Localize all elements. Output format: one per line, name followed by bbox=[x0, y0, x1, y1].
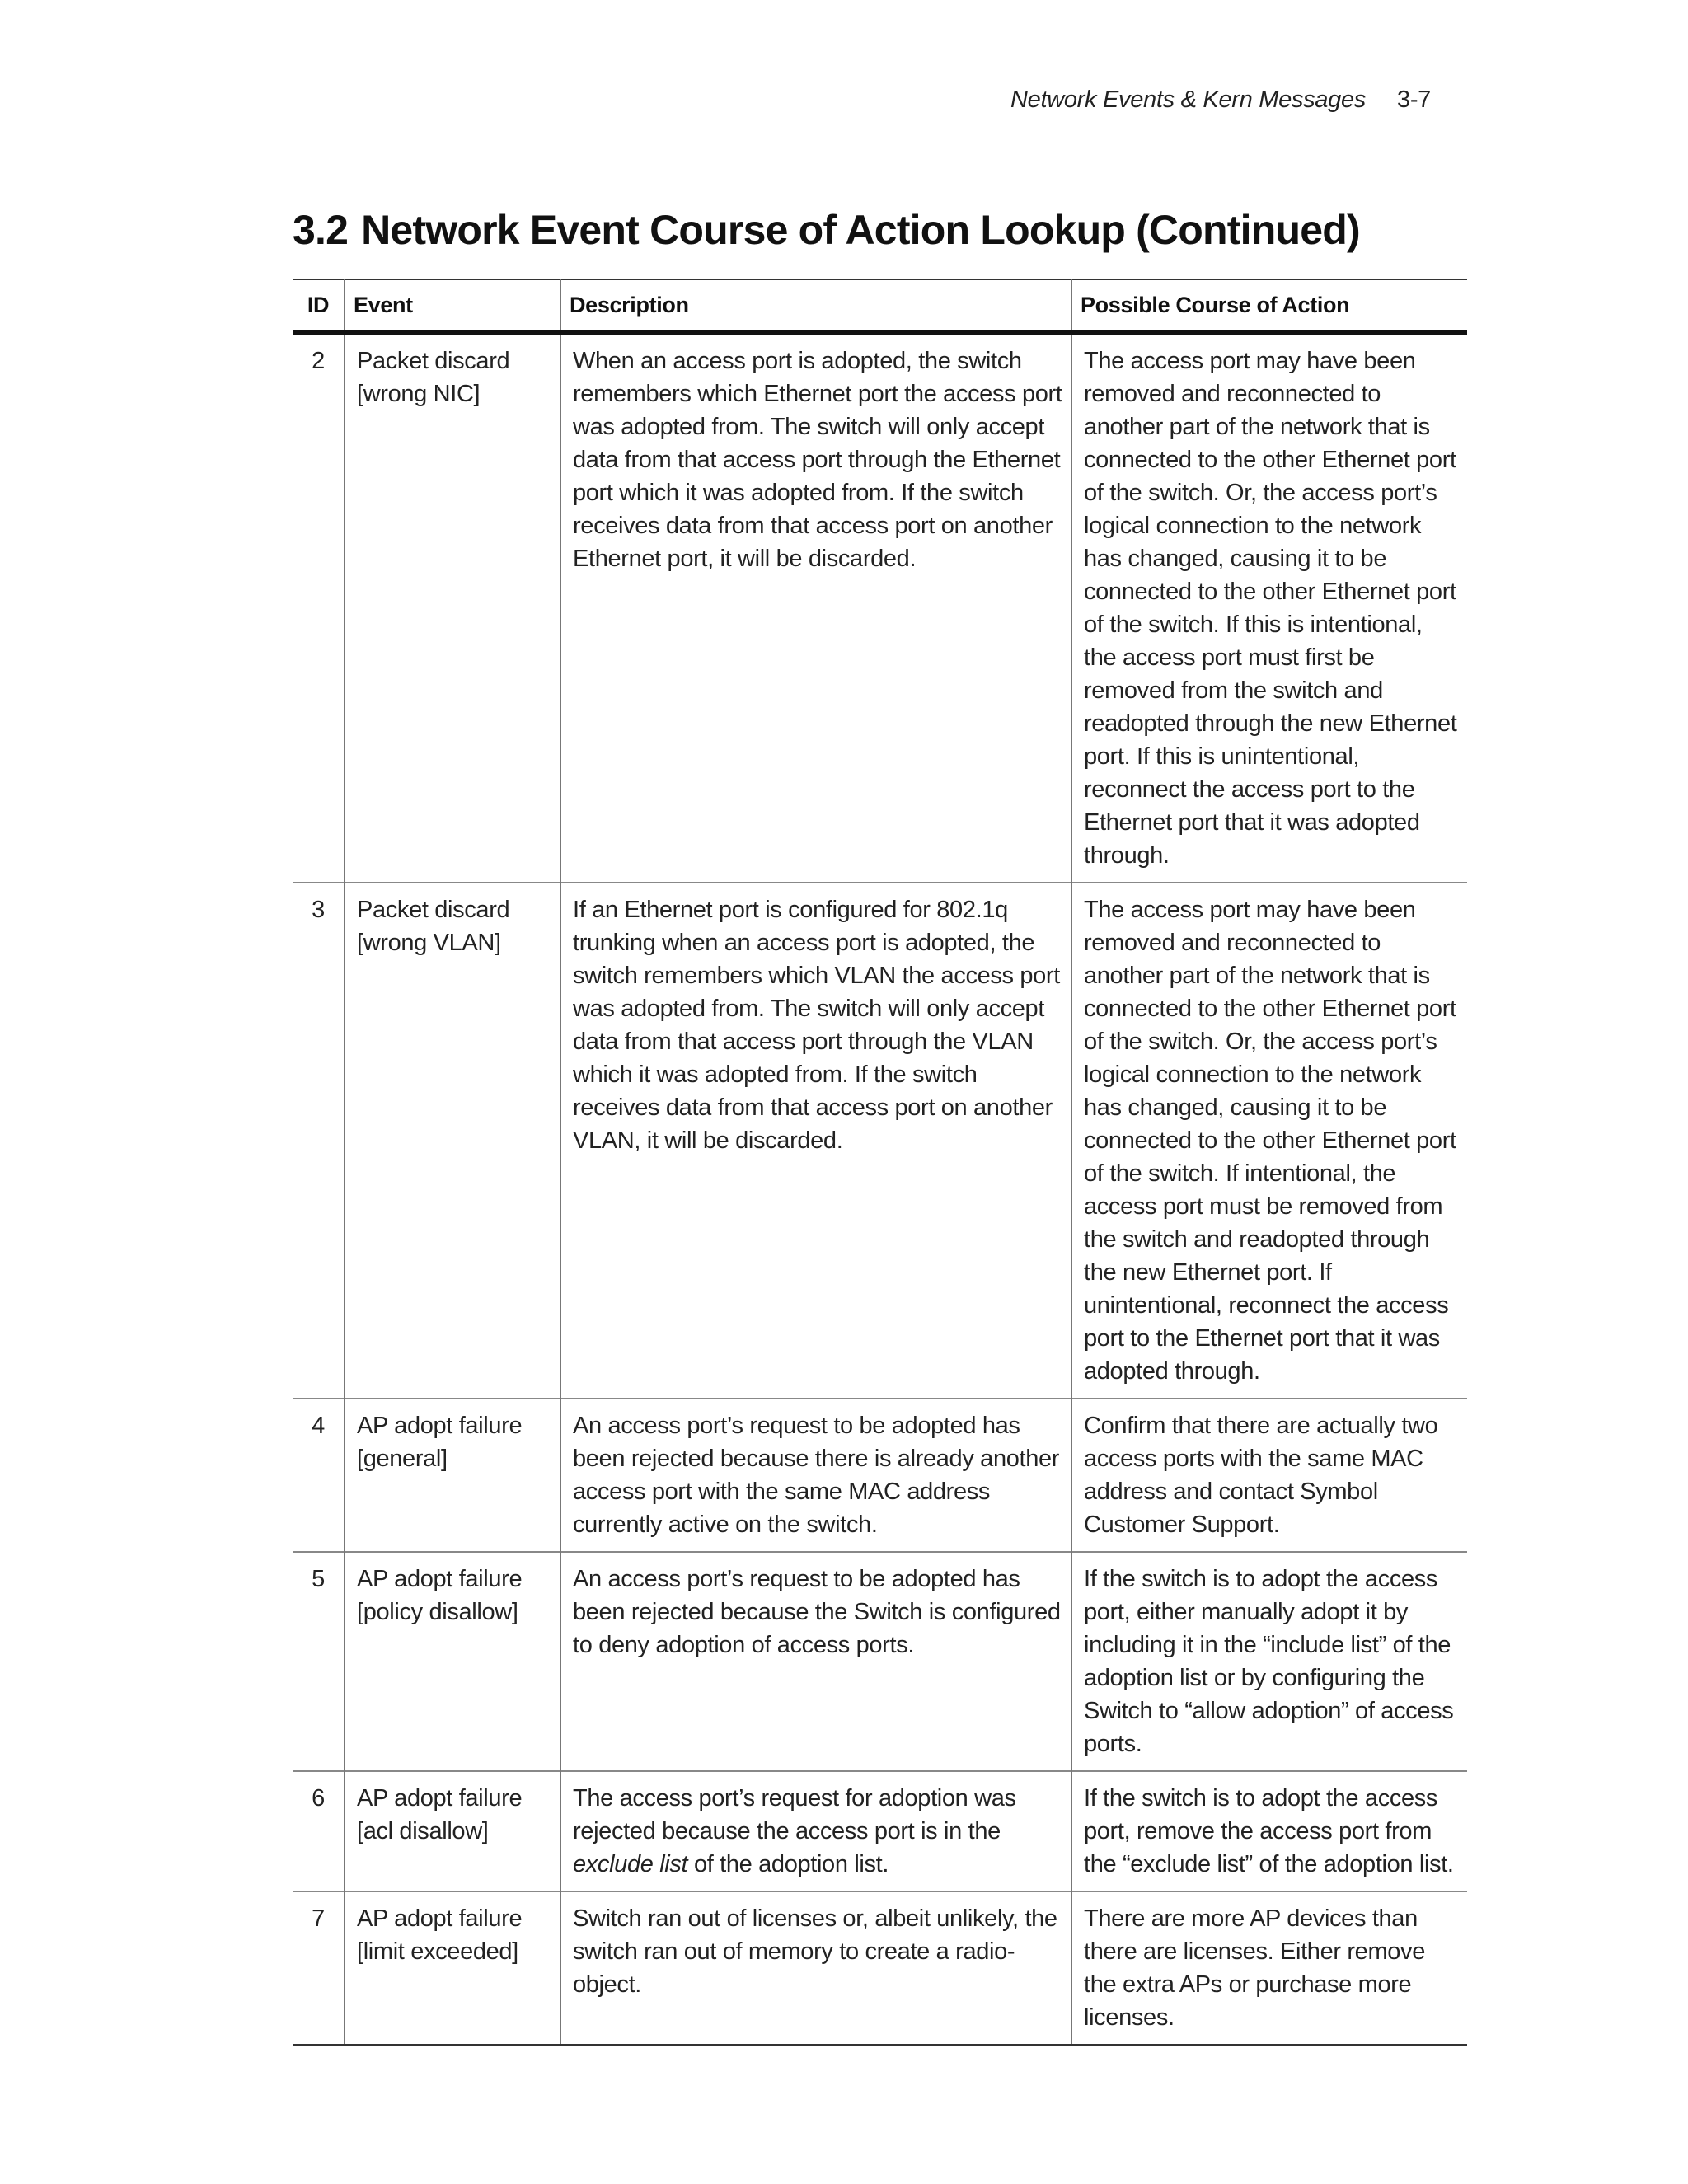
cell-action: If the switch is to adopt the access port, either manually adopt it by including it in the “include list” of the adoption list or by configuring the Switch to “allow adoption” of access ports. bbox=[1071, 1552, 1467, 1771]
column-header-action: Possible Course of Action bbox=[1071, 279, 1467, 332]
running-header bbox=[1010, 87, 1431, 114]
cell-event: Packet discard [wrong NIC] bbox=[345, 332, 560, 883]
table-row bbox=[293, 332, 1467, 883]
cell-event: Packet discard [wrong VLAN] bbox=[345, 883, 560, 1399]
cell-id: 6 bbox=[312, 1785, 325, 1811]
table-row bbox=[293, 1891, 1467, 2046]
table-row bbox=[293, 1552, 1467, 1771]
cell-description: If an Ethernet port is configured for 802.1q trunking when an access port is adopted, the switch remembers which VLAN the access port was adopted from. The switch will only accept data from that access port through the VLAN which it was adopted from. If the switch receives data from that access port on another VLAN, it will be discarded. bbox=[560, 883, 1071, 1399]
cell-description: Switch ran out of licenses or, albeit unlikely, the switch ran out of memory to create a radio-object. bbox=[560, 1891, 1071, 2046]
cell-id: 4 bbox=[312, 1413, 325, 1439]
cell-action: If the switch is to adopt the access port, remove the access port from the “exclude list” of the adoption list. bbox=[1071, 1771, 1467, 1891]
cell-event: AP adopt failure [acl disallow] bbox=[345, 1771, 560, 1891]
column-header-event: Event bbox=[345, 279, 560, 332]
cell-action: The access port may have been removed and reconnected to another part of the network that is connected to the other Ethernet port of the switch. Or, the access port’s logical connection to the network has changed, causing it to be connected to the other Ethernet port of the switch. If this is intentional, the access port must first be removed from the switch and readopted through the new Ethernet port. If this is unintentional, reconnect the access port to the Ethernet port that it was adopted through. bbox=[1071, 332, 1467, 883]
cell-action: The access port may have been removed and reconnected to another part of the network that is connected to the other Ethernet port of the switch. Or, the access port’s logical connection to the network has changed, causing it to be connected to the other Ethernet port of the switch. If intentional, the access port must be removed from the switch and readopted through the new Ethernet port. If unintentional, reconnect the access port to the Ethernet port that it was adopted through. bbox=[1071, 883, 1467, 1399]
cell-action: There are more AP devices than there are licenses. Either remove the extra APs or purchase more licenses. bbox=[1071, 1891, 1467, 2046]
table-row bbox=[293, 883, 1467, 1399]
cell-description bbox=[560, 1771, 1071, 1891]
cell-id: 2 bbox=[312, 348, 325, 374]
chapter-title: Network Events & Kern Messages bbox=[1010, 87, 1366, 113]
description-text: The access port’s request for adoption was rejected because the access port is in the bbox=[573, 1785, 1016, 1844]
column-header-description: Description bbox=[560, 279, 1071, 332]
section-title-text: Network Event Course of Action Lookup (Continued) bbox=[361, 207, 1360, 253]
description-emphasis: exclude list bbox=[573, 1851, 688, 1877]
cell-description: An access port’s request to be adopted has been rejected because there is already another access port with the same MAC address currently active on the switch. bbox=[560, 1399, 1071, 1552]
cell-event: AP adopt failure [policy disallow] bbox=[345, 1552, 560, 1771]
table-row bbox=[293, 1399, 1467, 1552]
cell-id: 7 bbox=[312, 1905, 325, 1932]
section-number: 3.2 bbox=[293, 207, 349, 253]
table-header-row bbox=[293, 279, 1467, 332]
cell-action: Confirm that there are actually two access ports with the same MAC address and contact Symbol Customer Support. bbox=[1071, 1399, 1467, 1552]
cell-event: AP adopt failure [general] bbox=[345, 1399, 560, 1552]
event-lookup-table bbox=[293, 279, 1467, 2046]
page-number: 3-7 bbox=[1396, 87, 1431, 113]
cell-id: 3 bbox=[312, 897, 325, 923]
cell-event: AP adopt failure [limit exceeded] bbox=[345, 1891, 560, 2046]
cell-description: An access port’s request to be adopted has been rejected because the Switch is configured to deny adoption of access ports. bbox=[560, 1552, 1071, 1771]
cell-description: When an access port is adopted, the switch remembers which Ethernet port the access port was adopted from. The switch will only accept data from that access port through the Ethernet port which it was adopted from. If the switch receives data from that access port on another Ethernet port, it will be discarded. bbox=[560, 332, 1071, 883]
column-header-id: ID bbox=[307, 293, 330, 317]
cell-id: 5 bbox=[312, 1566, 325, 1592]
section-title bbox=[293, 206, 1360, 254]
description-text: of the adoption list. bbox=[687, 1851, 889, 1877]
table-row bbox=[293, 1771, 1467, 1891]
